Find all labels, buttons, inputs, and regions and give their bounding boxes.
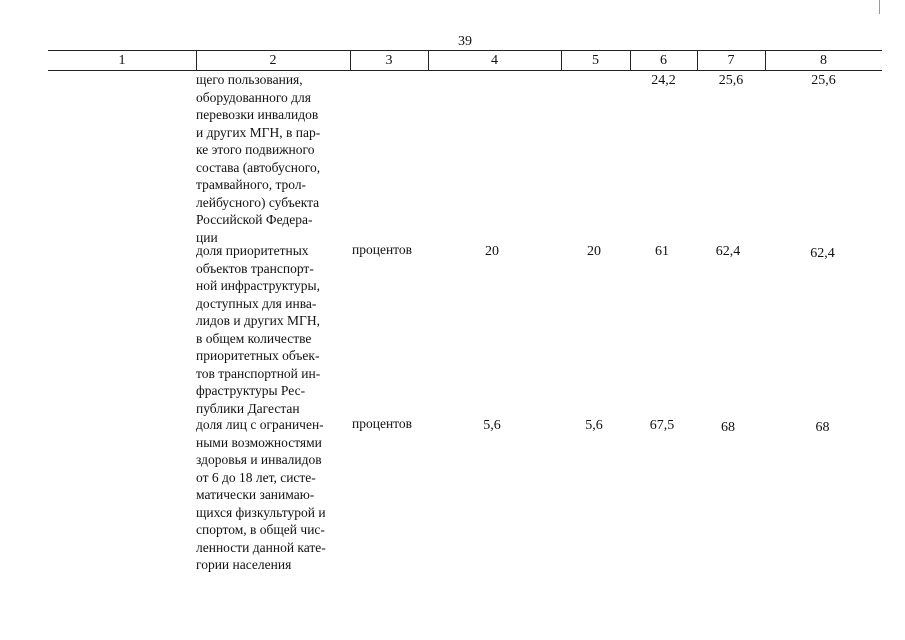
row-1-line: щего пользования,	[196, 72, 303, 87]
row-3-col-7: 68	[721, 420, 735, 435]
row-3-line: щихся физкультурой и	[196, 504, 326, 520]
row-2-col-7: 62,4	[715, 244, 741, 259]
row-1-line: трамвайного, трол-	[196, 177, 307, 192]
page-number: 39	[458, 34, 472, 49]
column-header-3: 3	[385, 53, 393, 68]
row-2-line: доля приоритетных	[196, 243, 309, 258]
row-2-line: в общем количестве	[196, 330, 312, 346]
row-2-col-6: 61	[655, 244, 669, 259]
row-1-line: и других МГН, в пар-	[196, 124, 321, 140]
row-3-line: спортом, в общей чис-	[196, 522, 325, 537]
row-3-col-8: 68	[815, 420, 830, 435]
row-2-description	[196, 242, 346, 417]
header-bottom-rule	[48, 70, 882, 71]
row-1-line: состава (автобусного,	[196, 159, 321, 175]
column-header-5: 5	[592, 53, 599, 68]
row-3-description	[196, 416, 346, 574]
row-1-col-7: 25,6	[718, 73, 744, 88]
row-2-col-4: 20	[485, 244, 499, 259]
row-3-line: ными возможностями	[196, 434, 322, 450]
column-header-7: 7	[727, 53, 735, 68]
row-2-line: объектов транспорт-	[196, 260, 314, 276]
row-2-line: приоритетных объек-	[196, 348, 320, 363]
row-2-line: публики Дагестан	[196, 400, 300, 416]
row-2-line: лидов и других МГН,	[196, 313, 320, 328]
column-header-8: 8	[820, 53, 827, 68]
row-3-col-6: 67,5	[649, 418, 675, 433]
row-3-line: здоровья и инвалидов	[196, 452, 322, 467]
row-3-col-4: 5,6	[483, 418, 501, 433]
row-3-line: доля лиц с ограничен-	[196, 417, 324, 432]
column-header-2: 2	[269, 53, 277, 68]
row-2-unit: процентов	[352, 242, 413, 257]
row-2-line: фраструктуры Рес-	[196, 383, 306, 398]
row-2-col-8: 62,4	[810, 246, 835, 261]
row-1-line: ции	[196, 229, 218, 245]
row-3-line: от 6 до 18 лет, систе-	[196, 469, 316, 485]
row-2-line: доступных для инва-	[196, 295, 317, 311]
row-3-line: ленности данной кате-	[196, 539, 326, 555]
column-header-1: 1	[118, 53, 126, 68]
column-header-4: 4	[491, 53, 498, 68]
row-2-line: ной инфраструктуры,	[196, 278, 320, 293]
row-3-line: матически занимаю-	[196, 487, 315, 502]
row-3-line: гории населения	[196, 557, 292, 572]
row-1-line: Российской Федера-	[196, 212, 313, 227]
header-top-rule	[48, 50, 882, 51]
row-3-col-5: 5,6	[585, 418, 603, 433]
row-1-line: ке этого подвижного	[196, 142, 315, 157]
scan-edge-mark	[879, 0, 880, 14]
row-1-line: оборудованного для	[196, 89, 311, 105]
row-1-col-6: 24,2	[651, 73, 676, 88]
row-1-line: лейбусного) субъекта	[196, 194, 320, 210]
row-1-line: перевозки инвалидов	[196, 107, 319, 122]
column-header-6: 6	[660, 53, 667, 68]
row-2-col-5: 20	[587, 244, 601, 259]
row-1-description	[196, 71, 346, 246]
row-3-unit: процентов	[352, 416, 413, 431]
row-1-col-8: 25,6	[811, 73, 836, 88]
row-2-line: тов транспортной ин-	[196, 365, 321, 381]
